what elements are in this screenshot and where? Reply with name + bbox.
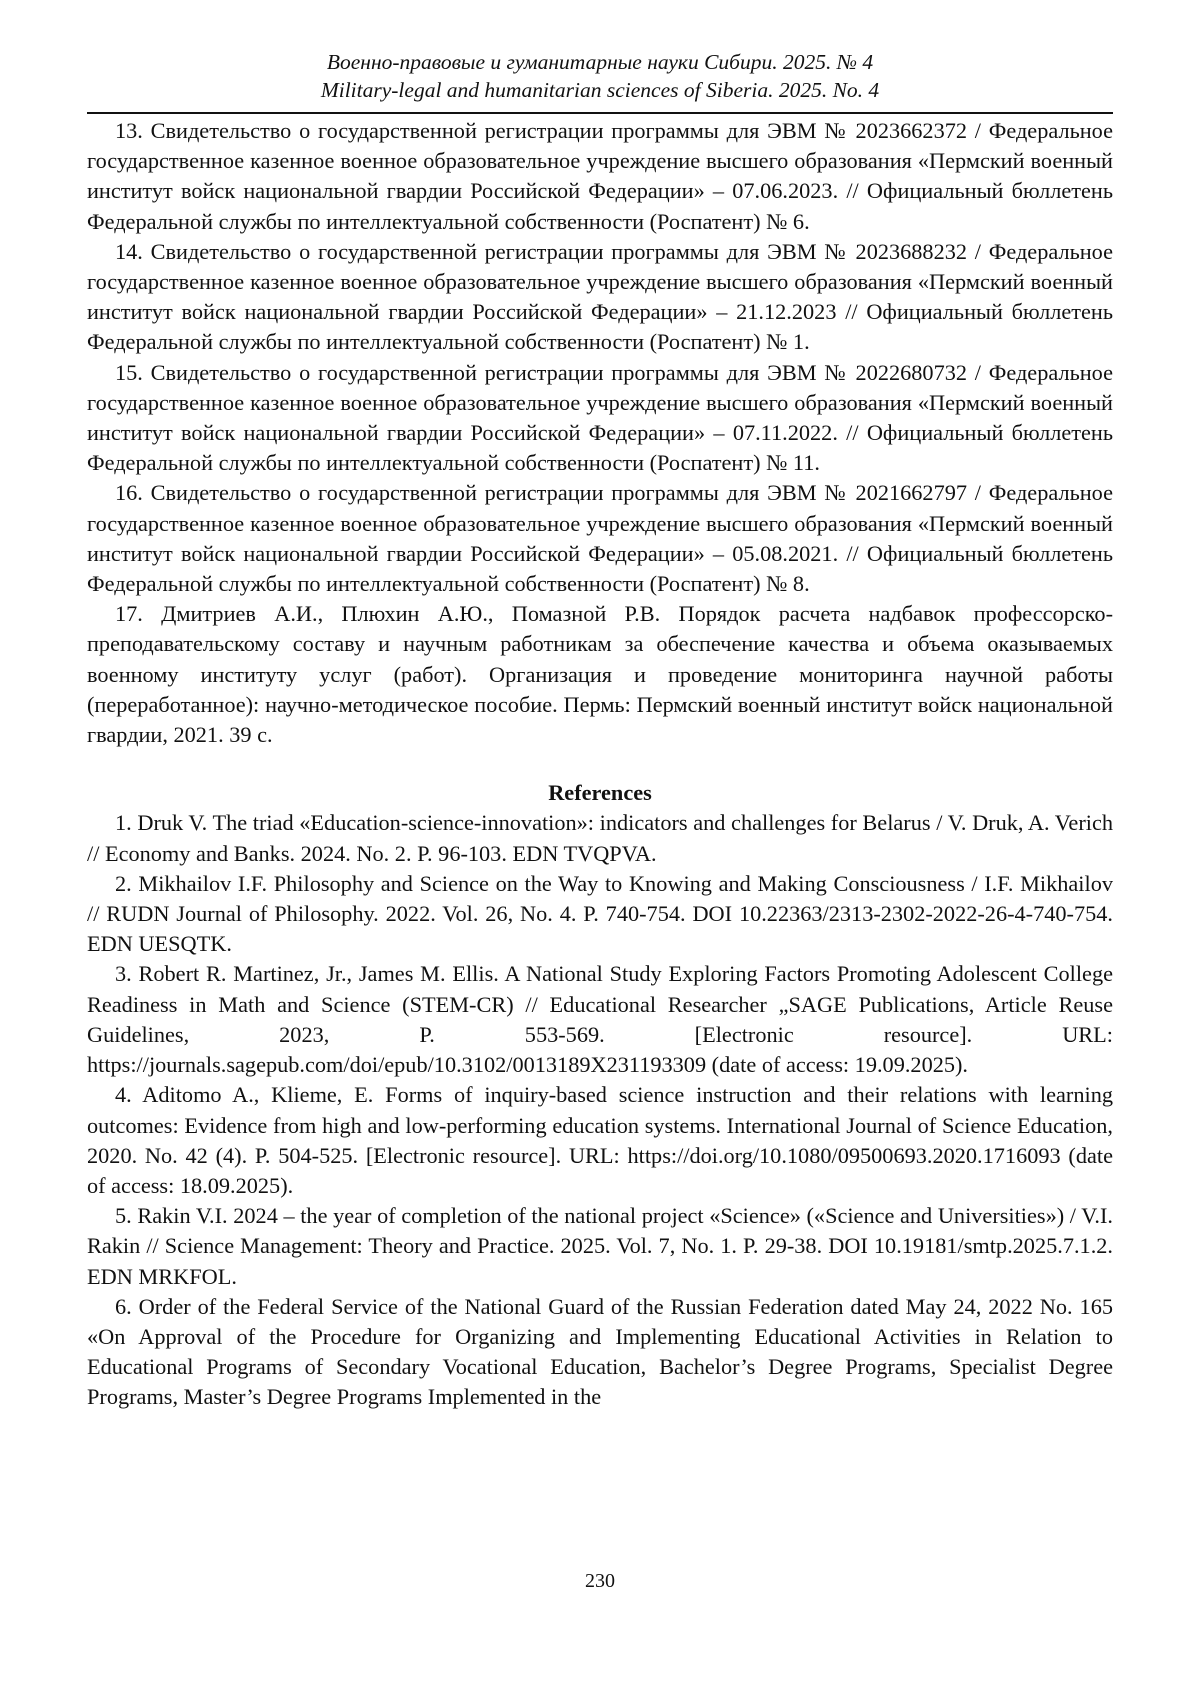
reference-en-5: 5. Rakin V.I. 2024 – the year of completion of the national project «Science» («Science and Universities») / V.I. Rakin // Science Management: Theory and Practice. 2025. Vol. 7, No. 1. P. 29-38. DOI 10.19181/smtp.2025.7.1.2. EDN MRKFOL.	[87, 1203, 1113, 1289]
header-rule	[87, 112, 1113, 114]
references-heading: References	[548, 780, 652, 806]
page	[87, 0, 1113, 1697]
reference-ru-13: 13. Свидетельство о государственной регистрации программы для ЭВМ № 2023662372 / Федеральное государственное казенное военное образовательное учреждение высшего образования «Пермский военный институт войск национальной гвардии Российской Федерации» – 07.06.2023. // Официальный бюллетень Федеральной службы по интеллектуальной собственности (Роспатент) № 6.	[87, 118, 1113, 234]
reference-en-2: 2. Mikhailov I.F. Philosophy and Science on the Way to Knowing and Making Consciousness / I.F. Mikhailov // RUDN Journal of Philosophy. 2022. Vol. 26, No. 4. P. 740-754. DOI 10.22363/2313-2302-2022-26-4-740-754. EDN UESQTK.	[87, 870, 1113, 957]
running-header	[87, 48, 1113, 104]
reference-ru-17: 17. Дмитриев А.И., Плюхин А.Ю., Помазной Р.В. Порядок расчета надбавок профессорско-преподавательскому составу и научным работникам за обеспечение качества и объема оказываемых военному институту услуг (работ). Организация и проведение мониторинга научной работы (переработанное): научно-методическое пособие. Пермь: Пермский военный институт войск национальной гвардии, 2021. 39 с.	[87, 601, 1113, 748]
reference-en-4: 4. Aditomo A., Klieme, E. Forms of inquiry-based science instruction and their relations with learning outcomes: Evidence from high and low-performing education systems. International Journal of Science Education, 2020. No. 42 (4). P. 504-525. [Electronic resource]. URL: https://doi.org/10.1080/09500693.2020.1716093 (date of access: 18.09.2025).	[87, 1082, 1113, 1198]
reference-ru-16: 16. Свидетельство о государственной регистрации программы для ЭВМ № 2021662797 / Федеральное государственное казенное военное образовательное учреждение высшего образования «Пермский военный институт войск национальной гвардии Российской Федерации» – 05.08.2021. // Официальный бюллетень Федеральной службы по интеллектуальной собственности (Роспатент) № 8.	[87, 480, 1113, 597]
reference-ru-14: 14. Свидетельство о государственной регистрации программы для ЭВМ № 2023688232 / Федеральное государственное казенное военное образовательное учреждение высшего образования «Пермский военный институт войск национальной гвардии Российской Федерации» – 21.12.2023 // Официальный бюллетень Федеральной службы по интеллектуальной собственности (Роспатент) № 1.	[87, 238, 1113, 355]
reference-en-6: 6. Order of the Federal Service of the National Guard of the Russian Federation dated May 24, 2022 No. 165 «On Approval of the Procedure for Organizing and Implementing Educational Activities in Relation to Educational Programs of Secondary Vocational Education, Bachelor’s Degree Programs, Specialist Degree Programs, Master’s Degree Programs Implemented in the	[87, 1293, 1113, 1410]
page-number: 230	[585, 1570, 615, 1592]
reference-en-1: 1. Druk V. The triad «Education-science-innovation»: indicators and challenges for Belarus / V. Druk, A. Verich // Economy and Banks. 2024. No. 2. P. 96-103. EDN TVQPVA.	[87, 810, 1113, 866]
journal-title-en: Military-legal and humanitarian sciences of Siberia. 2025. No. 4	[320, 78, 880, 102]
reference-en-3: 3. Robert R. Martinez, Jr., James M. Ellis. A National Study Exploring Factors Promoting Adolescent College Readiness in Math and Science (STEM-CR) // Educational Researcher „SAGE Publications, Article Reuse Guidelines, 2023, P. 553-569. [Electronic resource]. URL: https://journals.sagepub.com/doi/epub/10.3102/0013189X231193309 (date of access: 19.09.2025).	[87, 961, 1113, 1078]
reference-list	[87, 116, 1113, 1413]
journal-title-ru: Военно-правовые и гуманитарные науки Сибири. 2025. № 4	[326, 50, 874, 74]
reference-ru-15: 15. Свидетельство о государственной регистрации программы для ЭВМ № 2022680732 / Федеральное государственное казенное военное образовательное учреждение высшего образования «Пермский военный институт войск национальной гвардии Российской Федерации» – 07.11.2022. // Официальный бюллетень Федеральной службы по интеллектуальной собственности (Роспатент) № 11.	[87, 359, 1113, 476]
